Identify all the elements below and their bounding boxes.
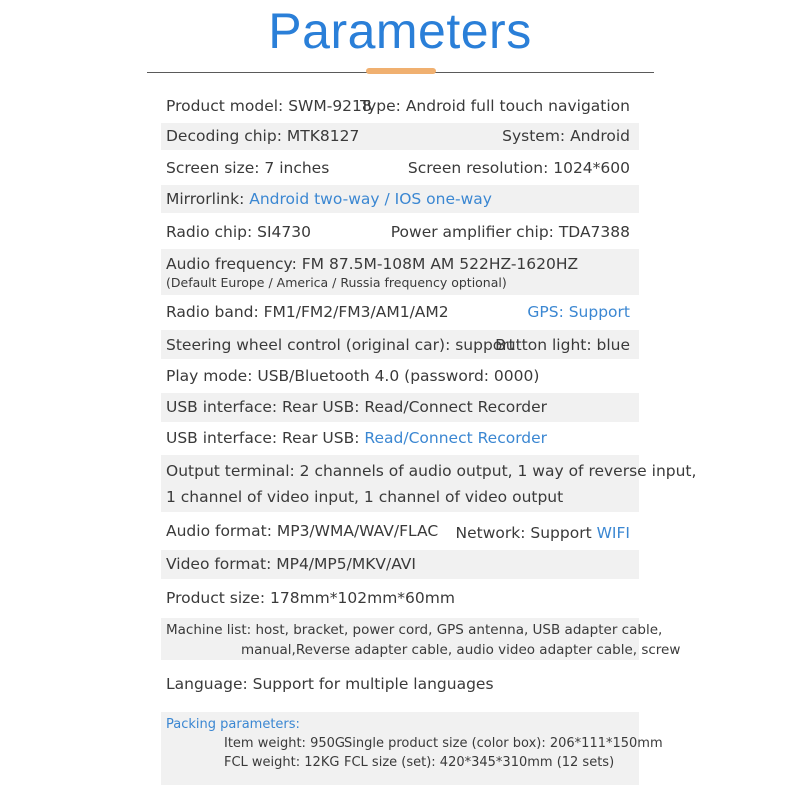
play-mode: Play mode: USB/Bluetooth 4.0 (password: 0000) [166,367,540,385]
output-terminal-line1: Output terminal: 2 channels of audio output, 1 way of reverse input, [166,462,697,480]
video-format: Video format: MP4/MP5/MKV/AVI [166,555,416,573]
packing-heading: Packing parameters: [166,717,300,732]
param-row-usb-2 [161,427,639,449]
param-row-language [161,668,639,700]
param-row-screen [161,157,639,179]
network-label: Network: Support [455,524,597,542]
item-weight: Item weight: 950G [224,736,345,751]
network-value: WIFI [596,524,630,542]
mirrorlink-value: Android two-way / IOS one-way [249,190,492,208]
param-row-usb-1 [161,393,639,422]
single-product-size: Single product size (color box): 206*111*150mm [344,736,663,751]
param-row-video-format [161,550,639,579]
product-model: Product model: SWM-9218 [166,97,372,115]
product-size: Product size: 178mm*102mm*60mm [166,589,455,607]
audio-format: Audio format: MP3/WMA/WAV/FLAC [166,522,439,540]
usb-interface: USB interface: Rear USB: Read/Connect Recorder [166,398,548,416]
usb-interface-label: USB interface: Rear USB: [166,429,365,447]
title-divider-accent [366,68,436,74]
page-title: Parameters [268,3,532,59]
param-row-machine-list [161,618,681,660]
steering-wheel-control: Steering wheel control (original car): support [166,336,515,354]
operating-system: System: Android [502,127,630,145]
param-row-play-mode [161,365,639,387]
gps-support: GPS: Support [527,303,630,321]
param-row-product-model [161,95,639,117]
audio-frequency: Audio frequency: FM 87.5M-108M AM 522HZ-1620HZ [166,255,579,273]
machine-list-line2: manual,Reverse adapter cable, audio video adapter cable, screw [241,642,681,658]
screen-resolution: Screen resolution: 1024*600 [407,159,630,177]
param-row-product-size [161,587,639,611]
audio-frequency-note: (Default Europe / America / Russia frequency optional) [166,275,507,290]
param-row-steering [161,330,639,359]
param-row-audio-format [161,520,639,544]
mirrorlink-label: Mirrorlink: [166,190,250,208]
decoding-chip: Decoding chip: MTK8127 [166,127,360,145]
machine-list-line1: Machine list: host, bracket, power cord, GPS antenna, USB adapter cable, [166,622,663,638]
fcl-size: FCL size (set): 420*345*310mm (12 sets) [344,755,615,770]
usb-interface-value: Read/Connect Recorder [364,429,548,447]
param-row-output-terminal [161,455,697,512]
device-type: Type: Android full touch navigation [360,97,630,115]
param-row-radio-chip [161,221,639,243]
fcl-weight: FCL weight: 12KG [224,755,340,770]
packing-parameters [161,712,663,785]
radio-band: Radio band: FM1/FM2/FM3/AM1/AM2 [166,303,449,321]
param-row-radio-band [161,301,639,323]
power-amplifier-chip: Power amplifier chip: TDA7388 [390,223,630,241]
output-terminal-line2: 1 channel of video input, 1 channel of video output [166,488,564,506]
radio-chip: Radio chip: SI4730 [166,223,311,241]
button-light: Button light: blue [495,336,630,354]
language: Language: Support for multiple languages [166,675,494,693]
param-row-mirrorlink [161,185,639,213]
param-row-decoding-chip [161,123,639,150]
screen-size: Screen size: 7 inches [166,159,330,177]
param-row-audio-frequency [161,249,639,295]
